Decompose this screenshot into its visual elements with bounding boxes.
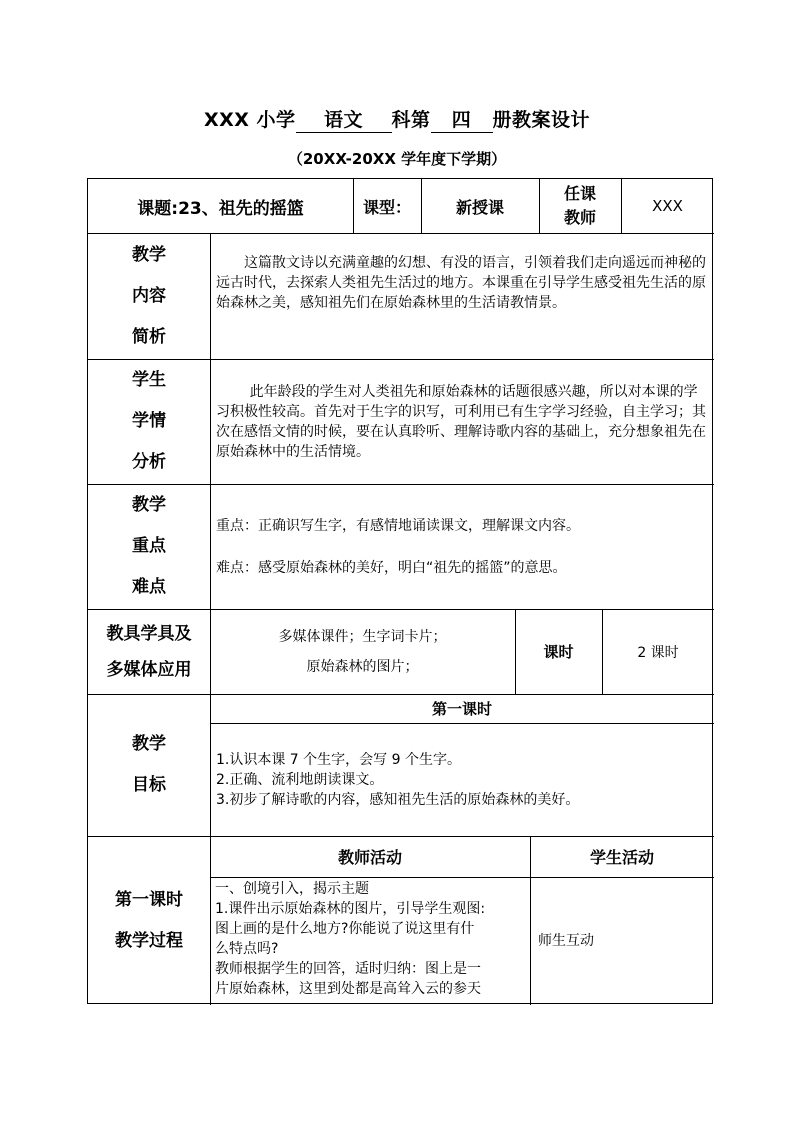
lesson-plan-title (0, 105, 794, 133)
student-analysis-label-1: 学生 (132, 370, 166, 390)
tools-label-2: 多媒体应用 (106, 659, 192, 680)
goals-label (88, 694, 210, 836)
process-label-2: 教学过程 (115, 930, 183, 951)
teacher-value-cell (621, 179, 714, 233)
tools-item-2: 原始森林的图片； (306, 658, 419, 675)
goal-item: 1.认识本课 7 个生字，会写 9 个生字。 (216, 751, 461, 768)
hours-label: 课时 (543, 643, 574, 661)
student-activity-header-cell (530, 836, 714, 877)
teacher-activity-header: 教师活动 (337, 848, 402, 867)
teacher-activity-line: 么特点吗? (215, 941, 279, 957)
teacher-activity-line: 教师根据学生的回答，适时归纳：图上是一 (215, 961, 481, 977)
key-points-label (88, 484, 210, 609)
term-subtitle: （20XX-20XX 学年度下学期） (287, 150, 507, 168)
content-summary-cell (210, 233, 714, 359)
student-analysis-text: 此年龄段的学生对人类祖先和原始森林的话题很感兴趣，所以对本课的学习积极性较高。首先对于生字的识写，可利用已有生字学习经验，自主学习；其次在感悟文情的时候，要在认真聆听、理解诗歌内容的基础上，充分想象祖先在原始森林中的生活情境。 (216, 383, 706, 460)
teacher-label-2: 教师 (563, 208, 596, 227)
school-name: XXX 小学 (203, 109, 296, 131)
student-activity-cell (530, 877, 714, 1005)
tools-label-1: 教具学具及 (106, 623, 192, 644)
goals-section-title: 第一课时 (431, 700, 492, 718)
goal-item: 3.初步了解诗歌的内容，感知祖先生活的原始森林的美好。 (216, 791, 580, 808)
student-analysis-label-3: 分析 (132, 452, 166, 472)
teacher-value: XXX (652, 197, 683, 215)
title-mid-1: 科第 (391, 109, 431, 131)
teacher-activity-cell (210, 877, 530, 1005)
hours-label-cell (515, 609, 602, 694)
student-activity-text: 师生互动 (538, 933, 594, 949)
type-label: 课型： (362, 197, 411, 217)
tools-item-1: 多媒体课件；生字词卡片； (278, 628, 447, 645)
content-summary-label-1: 教学 (132, 244, 166, 265)
student-analysis-cell (210, 359, 714, 484)
volume-blank: 四 (431, 105, 493, 133)
teacher-activity-header-cell (210, 836, 530, 877)
key-points-label-2: 重点 (132, 536, 166, 556)
key-points-cell (210, 484, 714, 609)
process-label-1: 第一课时 (115, 889, 183, 910)
type-label-cell (353, 179, 421, 233)
goal-item: 2.正确、流利地朗读课文。 (216, 771, 384, 788)
goals-label-2: 目标 (132, 775, 166, 795)
subject-blank: 语文 (296, 105, 392, 133)
topic-cell (88, 179, 353, 233)
teacher-activity-line: 一、创境引入，揭示主题 (215, 881, 369, 897)
difficult-point-text: 难点：感受原始森林的美好，明白“祖先的摇篮”的意思。 (216, 559, 567, 576)
student-activity-header: 学生活动 (589, 848, 654, 867)
type-value-cell (421, 179, 539, 233)
goals-label-1: 教学 (132, 734, 166, 754)
content-summary-label (88, 233, 210, 359)
goals-section-title-cell (210, 694, 714, 723)
teacher-activity-line: 图上画的是什么地方?你能说了说这里有什 (215, 921, 475, 937)
teacher-activity-line: 片原始森林，这里到处都是高耸入云的参天 (215, 981, 481, 997)
content-summary-label-3: 简析 (132, 326, 166, 347)
lesson-plan-table (87, 178, 713, 1004)
teacher-activity-line: 1.课件出示原始森林的图片，引导学生观图: (215, 901, 486, 917)
hours-value-cell (602, 609, 714, 694)
type-value: 新授课 (455, 197, 504, 217)
process-label (88, 836, 210, 1005)
content-summary-label-2: 内容 (132, 285, 166, 306)
student-analysis-label-2: 学情 (132, 411, 166, 431)
key-points-label-3: 难点 (132, 577, 166, 597)
teacher-label-cell (539, 179, 621, 233)
title-mid-2: 册教案设计 (492, 109, 591, 131)
content-summary-text: 这篇散文诗以充满童趣的幻想、有没的语言，引领着我们走向遥远而神秘的远古时代，去探索人类祖先生活过的地方。本课重在引导学生感受祖先生活的原始森林之美，感知祖先们在原始森林里的生活请教情景。 (216, 255, 706, 311)
topic-text: 课题:23、祖先的摇篮 (137, 198, 304, 219)
tools-items-cell (210, 609, 515, 694)
key-points-label-1: 教学 (132, 495, 166, 515)
student-analysis-label (88, 359, 210, 484)
goals-list (210, 723, 714, 836)
key-point-text: 重点：正确识写生字，有感情地诵读课文，理解课文内容。 (216, 517, 580, 534)
teacher-label-1: 任课 (563, 184, 596, 203)
tools-label (88, 609, 210, 694)
hours-value: 2 课时 (637, 644, 679, 661)
